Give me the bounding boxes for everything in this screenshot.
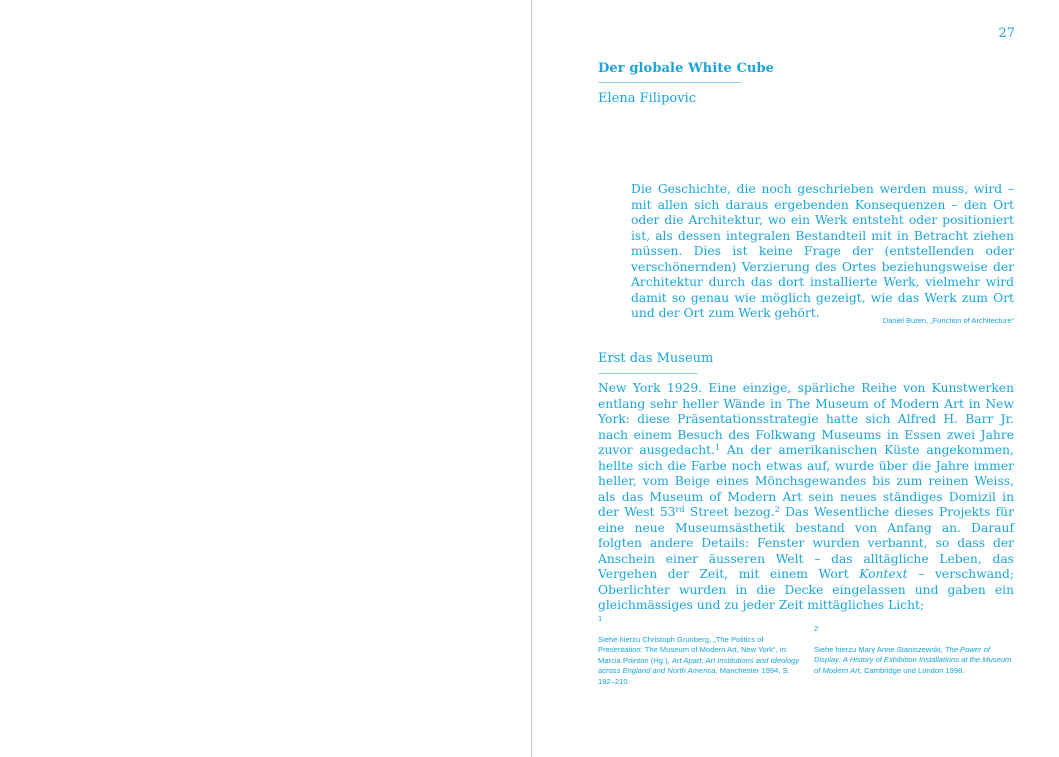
body-paragraph (598, 381, 1014, 614)
section-heading: Erst das Museum (598, 351, 714, 366)
body-text-part: Street bezog. (684, 505, 775, 519)
body-text-part: – verschwand; Oberlichter wurden in die Decke eingelassen und gaben ein gleichmässiges und zu jeder Zeit mittägliches Licht; (598, 567, 1015, 612)
footnote-number: 2 (814, 624, 819, 633)
footnote-number: 1 (598, 614, 603, 623)
footnote-italic-title: The Power of Display: A History of Exhibition Installations at the Museum of Modern Art (814, 644, 1012, 675)
italic-term: Kontext (859, 567, 908, 581)
epigraph-source: Daniel Buren, „Function of Architecture“ (882, 316, 1014, 325)
essay-title: Der globale White Cube (598, 61, 775, 76)
body-text-part: An der amerikanischen Küste angekommen, hellte sich die Farbe noch etwas auf, wurde über die Jahre immer heller, vom Beige eines Mönchsgewandes bis zum reinen Weiss, als das Museum of Modern Art sein neues ständiges Domizil in der West 53 (598, 443, 1014, 519)
footnote-text: , Cambridge und London 1998. (859, 665, 965, 675)
body-text-part: Das Wesentliche dieses Projekts für eine neue Museumsästhetik bestand von Anfang an. Darauf folgten andere Details: Fenster wurden verbannt, so dass der Anschein einer äusseren Welt – das alltägliche Leben, das Vergehen der Zeit, mit einem Wort (598, 505, 1014, 581)
page-number: 27 (998, 26, 1015, 41)
epigraph-quote: Die Geschichte, die noch geschrieben werden muss, wird – mit allen sich daraus ergebenden Konsequenzen – den Ort oder die Architektur, wo ein Werk entsteht oder positioniert ist, als dessen integralen Bestandteil mit in Betracht ziehen müssen. Dies ist keine Frage der (entstellenden oder verschönernden) Verzierung des Ortes beziehungsweise der Architektur durch das dort installierte Werk, vielmehr wird damit so genau wie möglich gezeigt, wie das Werk zum Ort und der Ort zum Werk gehört. (631, 182, 1014, 320)
footnote-italic-title: Art Apart: Art Institutions and Ideology across England and North America (598, 655, 800, 676)
right-page (532, 0, 1059, 757)
ordinal-suffix: rd (675, 505, 685, 514)
footnote-1 (598, 614, 802, 688)
body-text-part: New York 1929. Eine einzige, spärliche Reihe von Kunstwerken entlang sehr heller Wände in The Museum of Modern Art in New York: diese Präsentationsstrategie hatte sich Alfred H. Barr Jr. nach einem Besuch des Folkwang Museums in Essen zwei Jahre zuvor ausgedacht. (598, 381, 1014, 457)
footnote-reference[interactable]: 1 (715, 443, 721, 452)
footnote-text: Siehe hierzu Mary Anne Staniszewski, (814, 644, 945, 654)
footnote-text: Siehe hierzu Christoph Grunberg, „The Politics of Presentation: The Museum of Modern Art, New York“, in: Marcia Pointon (Hg.), (598, 634, 788, 665)
footnote-reference[interactable]: 2 (774, 505, 780, 514)
footnote-2 (814, 624, 1018, 676)
section-rule-divider (598, 373, 698, 374)
footnote-text: , Manchester 1994, S. 192–210. (598, 666, 790, 686)
author-name: Elena Filipovic (598, 91, 697, 106)
title-rule-divider (598, 82, 741, 83)
